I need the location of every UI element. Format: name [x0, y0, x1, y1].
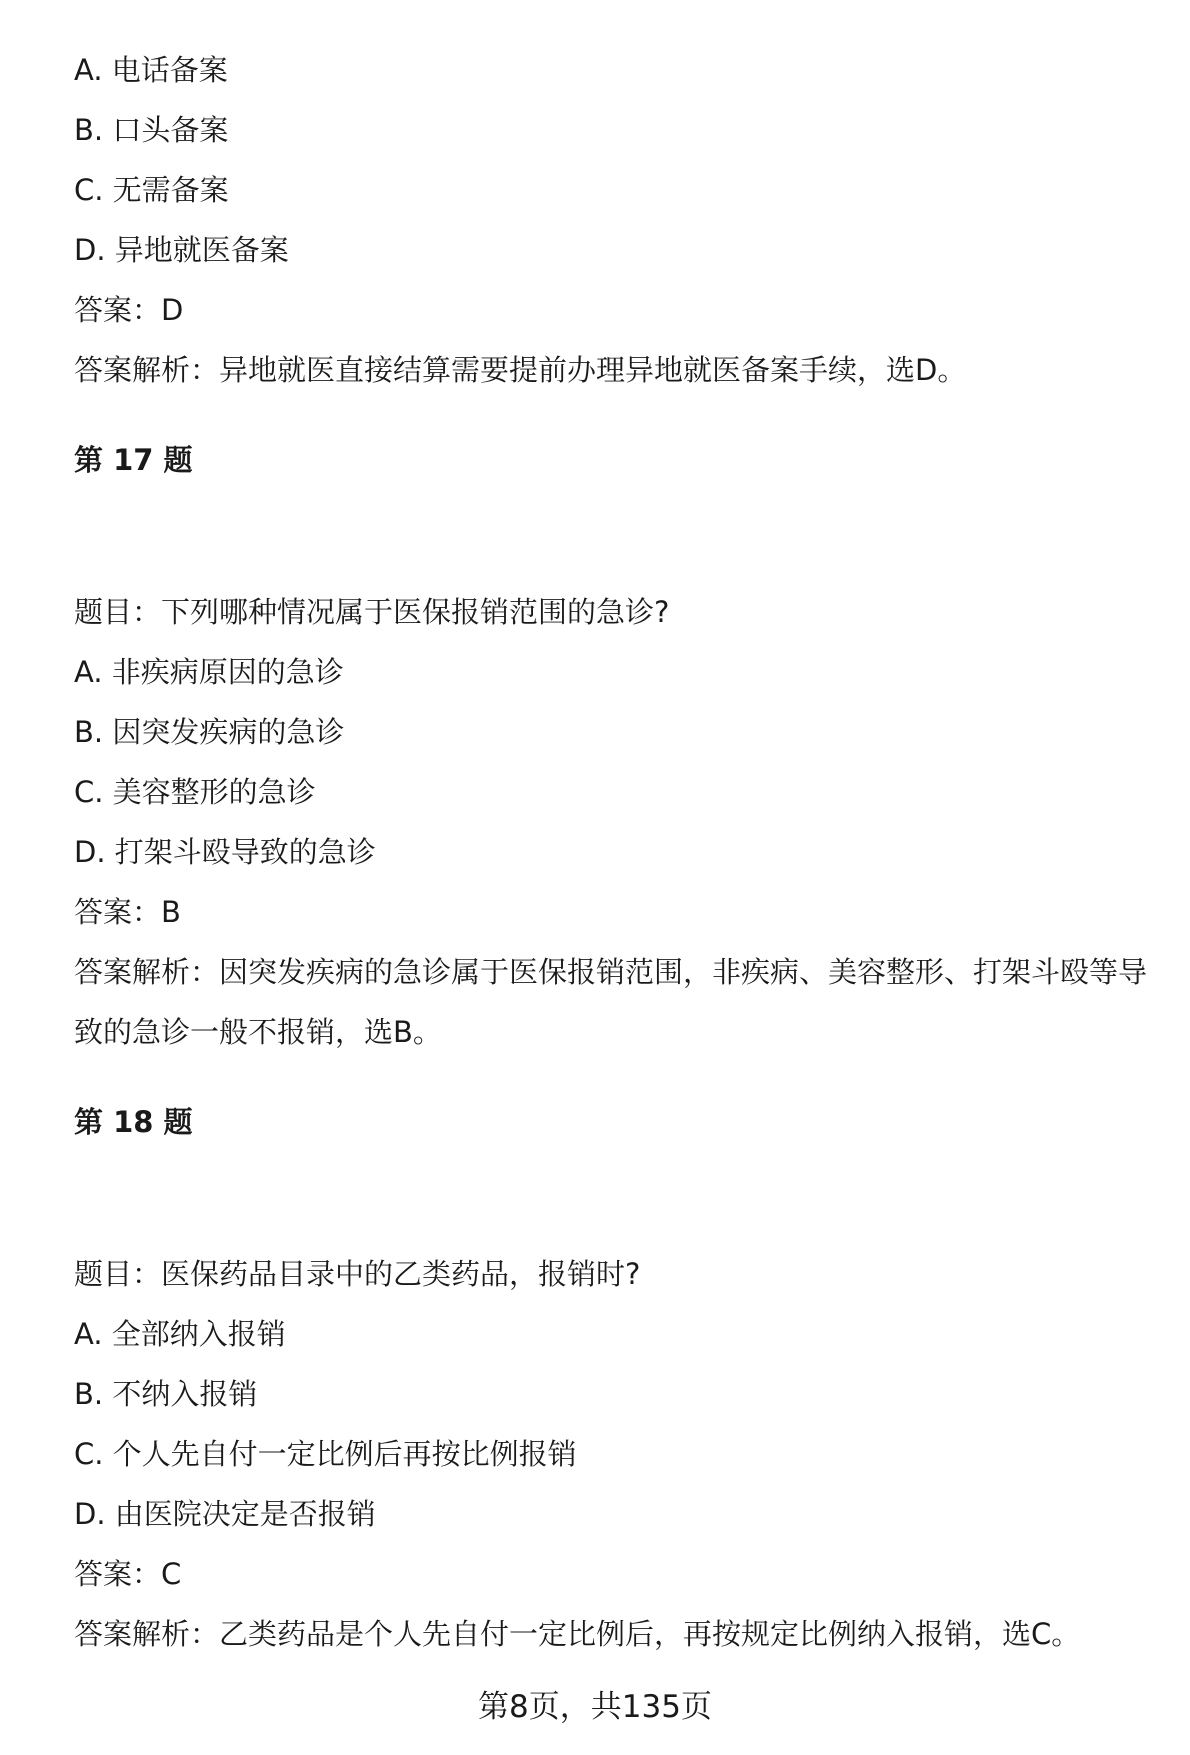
q18-question: 题目：医保药品目录中的乙类药品，报销时?: [74, 1257, 641, 1291]
q18-heading: 第 18 题: [74, 1105, 193, 1139]
q17-option-d: D. 打架斗殴导致的急诊: [74, 835, 376, 869]
q18-answer: 答案：C: [74, 1557, 182, 1591]
page-number-footer: 第8页，共135页: [478, 1689, 712, 1725]
q18-option-c: C. 个人先自付一定比例后再按比例报销: [74, 1437, 577, 1471]
q16-option-d: D. 异地就医备案: [74, 233, 289, 267]
q17-analysis: 答案解析：因突发疾病的急诊属于医保报销范围，非疾病、美容整形、打架斗殴等导致的急诊一般不报销，选B。: [74, 955, 1148, 1049]
q18-option-d: D. 由医院决定是否报销: [74, 1497, 376, 1531]
q17-heading: 第 17 题: [74, 443, 193, 477]
q17-question: 题目：下列哪种情况属于医保报销范围的急诊?: [74, 595, 670, 629]
q16-answer: 答案：D: [74, 293, 184, 327]
q16-analysis: 答案解析：异地就医直接结算需要提前办理异地就医备案手续，选D。: [74, 353, 967, 387]
q17-option-b: B. 因突发疾病的急诊: [74, 715, 345, 749]
q16-option-b: B. 口头备案: [74, 113, 229, 147]
q16-option-a: A. 电话备案: [74, 53, 228, 87]
q18-option-a: A. 全部纳入报销: [74, 1317, 286, 1351]
q16-option-c: C. 无需备案: [74, 173, 229, 207]
q18-analysis: 答案解析：乙类药品是个人先自付一定比例后，再按规定比例纳入报销，选C。: [74, 1617, 1081, 1651]
q17-answer: 答案：B: [74, 895, 181, 929]
q17-option-c: C. 美容整形的急诊: [74, 775, 316, 809]
q18-option-b: B. 不纳入报销: [74, 1377, 258, 1411]
q17-option-a: A. 非疾病原因的急诊: [74, 655, 344, 689]
